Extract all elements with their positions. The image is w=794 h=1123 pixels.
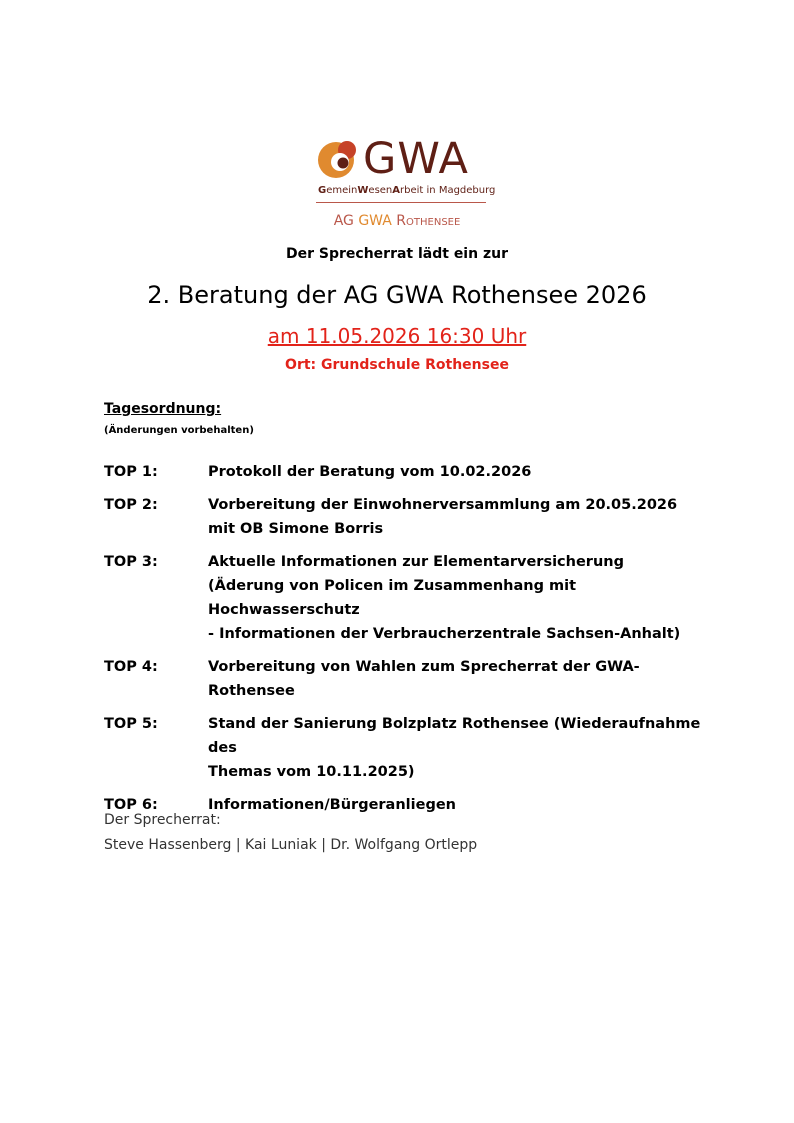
agenda-item xyxy=(104,493,724,541)
ag-title-suffix: Rothensee xyxy=(391,213,461,229)
logo-subtitle xyxy=(318,185,495,197)
agenda-item-text: Protokoll der Beratung vom 10.02.2026 xyxy=(208,464,532,480)
agenda-item xyxy=(104,550,724,646)
logo-subtitle-part: G xyxy=(318,185,327,196)
agenda-item-label: TOP 2: xyxy=(104,497,158,513)
ag-title xyxy=(0,212,794,230)
agenda-item-text: Aktuelle Informationen zur Elementarversicherung (Äderung von Policen im Zusammenhang mit Hochwasserschutz - Informationen der Verbraucherzentrale Sachsen-Anhalt) xyxy=(208,554,681,642)
agenda-list xyxy=(104,460,724,826)
agenda-item-label: TOP 5: xyxy=(104,716,158,732)
meeting-date-time: am 11.05.2026 16:30 Uhr xyxy=(267,324,527,348)
agenda-item-text: Informationen/Bürgeranliegen xyxy=(208,797,456,813)
agenda-note: (Änderungen vorbehalten) xyxy=(104,425,254,436)
logo-subtitle-part: esen xyxy=(368,185,393,196)
agenda-item-label: TOP 3: xyxy=(104,554,158,570)
gwa-logo-mark-icon xyxy=(316,138,358,180)
ag-title-accent: GWA xyxy=(358,213,392,229)
gwa-logo xyxy=(316,134,496,207)
council-label: Der Sprecherrat: xyxy=(104,812,221,828)
agenda-item xyxy=(104,712,724,784)
logo-subtitle-part: W xyxy=(357,185,369,196)
agenda-item-text: Vorbereitung von Wahlen zum Sprecherrat der GWA-Rothensee xyxy=(208,659,640,699)
invite-text: Der Sprecherrat lädt ein zur xyxy=(286,246,508,262)
logo-name: GWA xyxy=(363,134,469,184)
page-title: 2. Beratung der AG GWA Rothensee 2026 xyxy=(147,281,647,309)
meeting-location: Ort: Grundschule Rothensee xyxy=(285,357,509,373)
agenda-heading: Tagesordnung: xyxy=(104,401,222,417)
agenda-item xyxy=(104,655,724,703)
logo-subtitle-part: A xyxy=(392,185,401,196)
agenda-item-text: Stand der Sanierung Bolzplatz Rothensee (Wiederaufnahme des Themas vom 10.11.2025) xyxy=(208,716,701,780)
agenda-item-label: TOP 6: xyxy=(104,797,158,813)
ag-title-prefix: AG xyxy=(333,213,359,229)
agenda-item-label: TOP 4: xyxy=(104,659,158,675)
agenda-item-label: TOP 1: xyxy=(104,464,158,480)
agenda-item-text: Vorbereitung der Einwohnerversammlung am 20.05.2026 mit OB Simone Borris xyxy=(208,497,678,537)
logo-subtitle-part: emein xyxy=(326,185,358,196)
agenda-item xyxy=(104,460,724,484)
logo-subtitle-part: rbeit in Magdeburg xyxy=(400,185,496,196)
council-names: Steve Hassenberg | Kai Luniak | Dr. Wolfgang Ortlepp xyxy=(104,837,478,853)
logo-divider xyxy=(316,202,486,203)
